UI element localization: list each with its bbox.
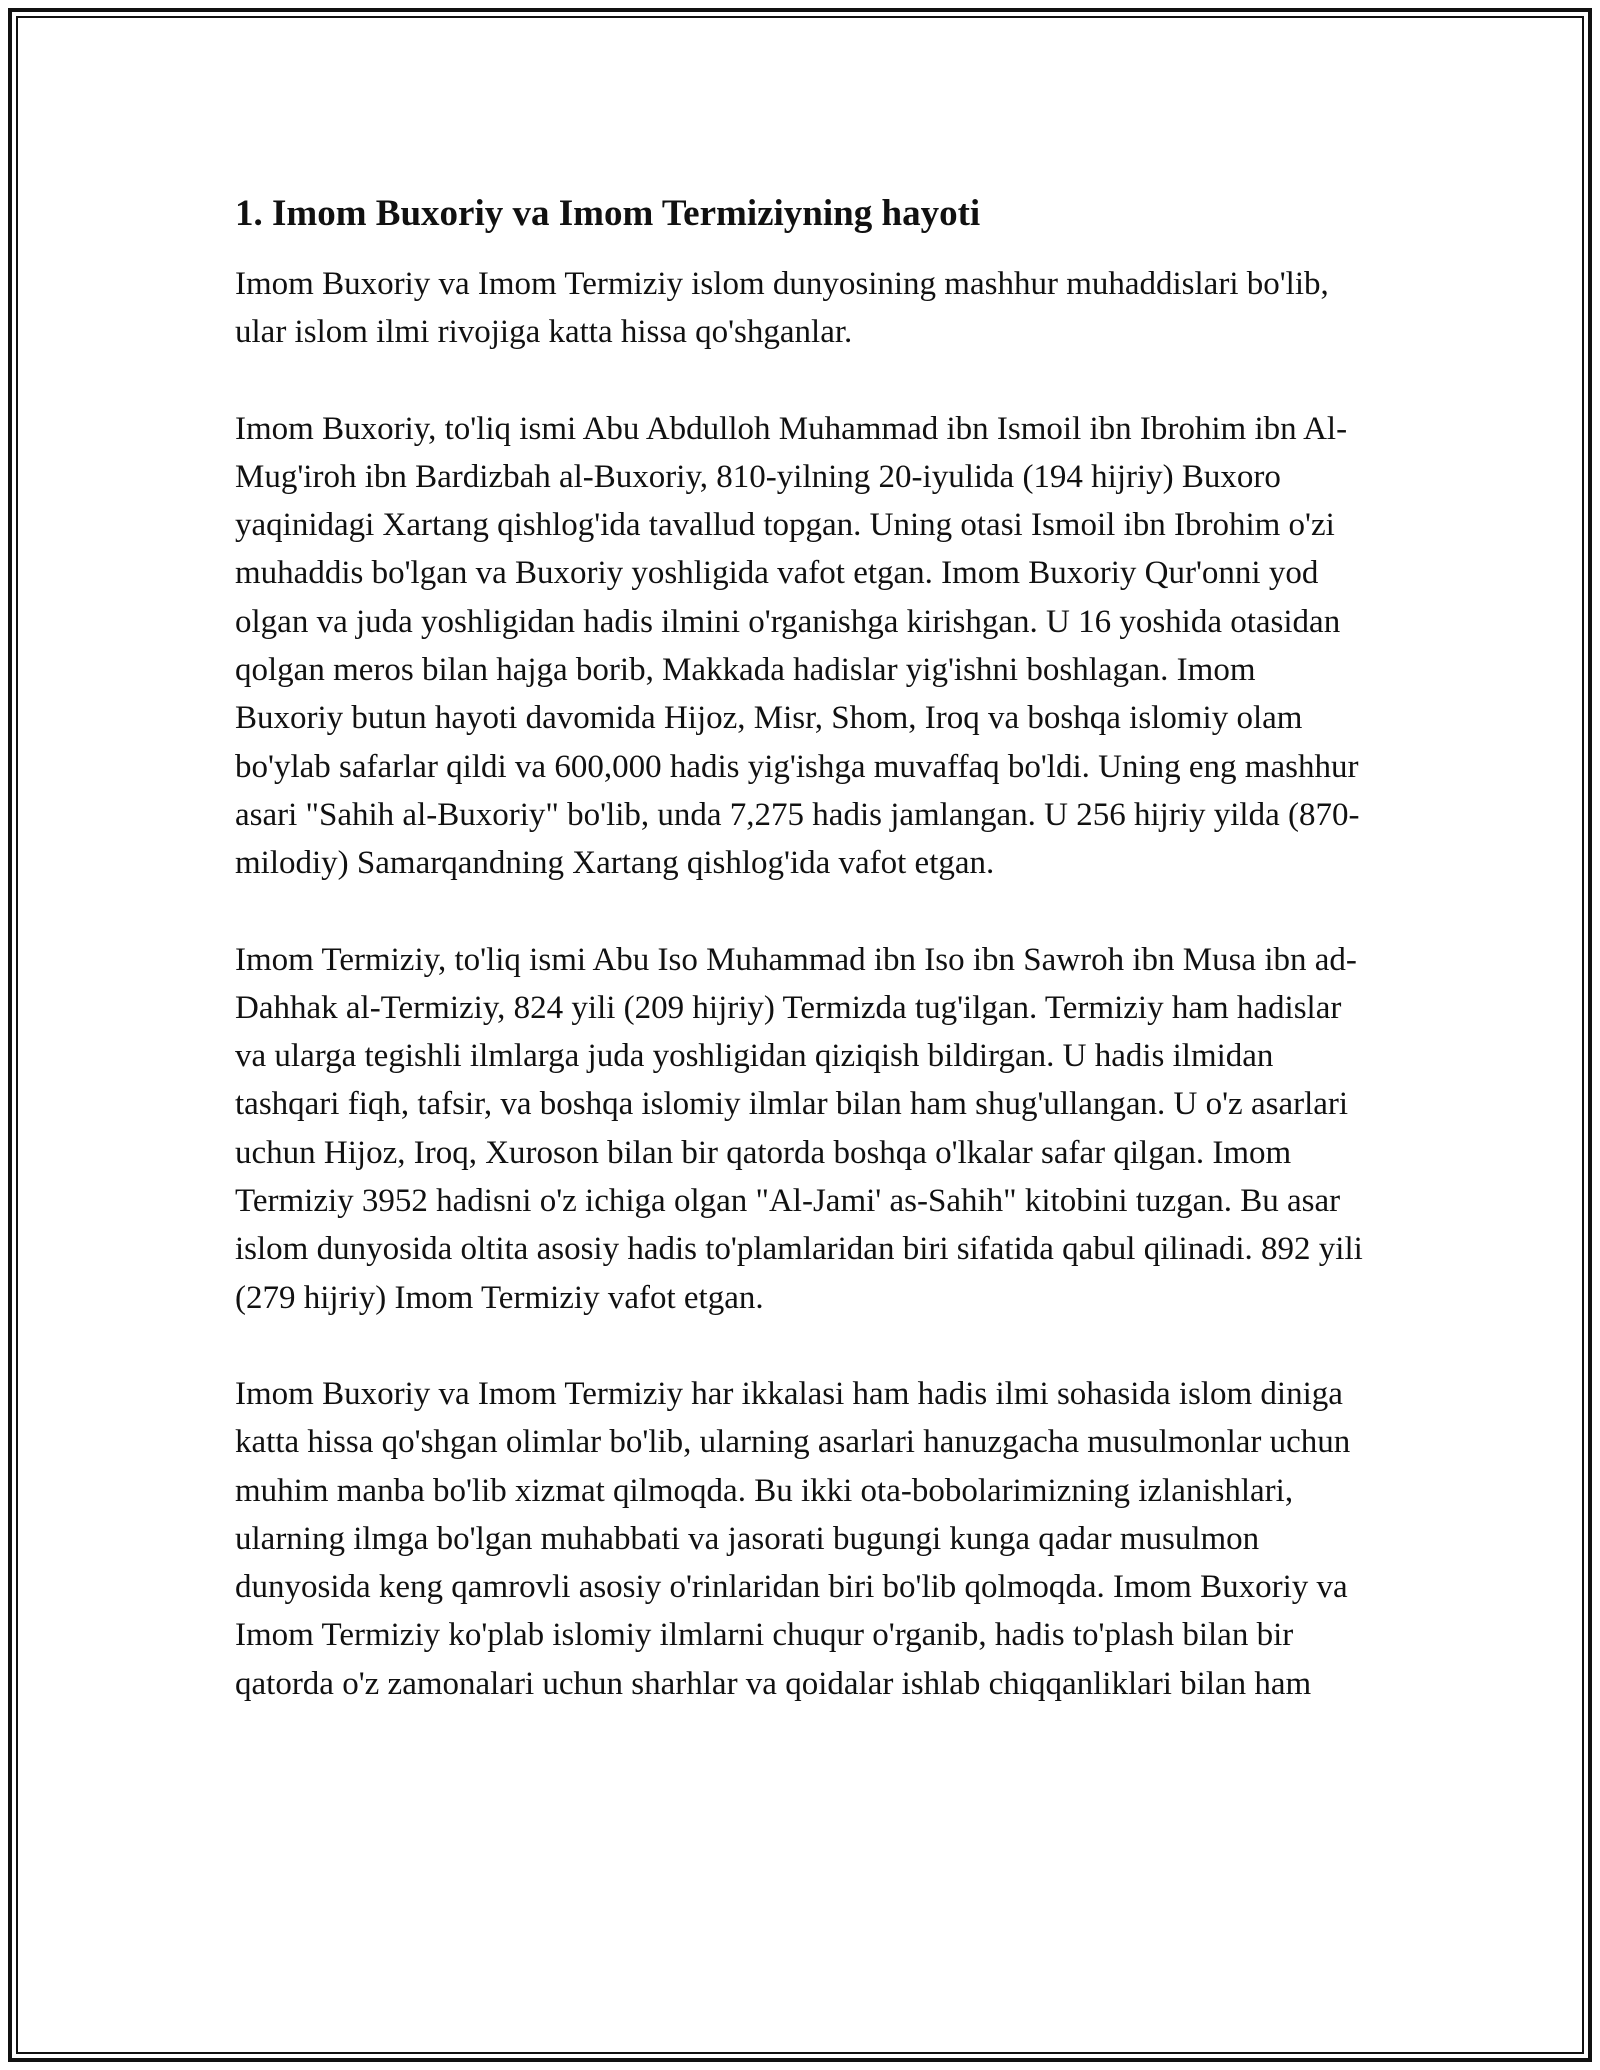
section-heading: 1. Imom Buxoriy va Imom Termiziyning hayoti (235, 193, 981, 234)
paragraph-intro: Imom Buxoriy va Imom Termiziy islom dunyosining mashhur muhaddislari bo'lib, ular islom ilmi rivojiga katta hissa qo'shganlar. (235, 266, 1329, 351)
document-body (235, 188, 1370, 1708)
paragraph-buxoriy: Imom Buxoriy, to'liq ismi Abu Abdulloh Muhammad ibn Ismoil ibn Ibrohim ibn Al-Mug'iroh ibn Bardizbah al-Buxoriy, 810-yilning 20-iyulida (194 hijriy) Buxoro yaqinidagi Xartang qishlog'ida tavallud topgan. Uning otasi Ismoil ibn Ibrohim o'zi muhaddis bo'lgan va Buxoriy yoshligida vafot etgan. Imom Buxoriy Qur'onni yod olgan va juda yoshligidan hadis ilmini o'rganishga kirishgan. U 16 yoshida otasidan qolgan meros bilan hajga borib, Makkada hadislar yig'ishni boshlagan. Imom Buxoriy butun hayoti davomida Hijoz, Misr, Shom, Iroq va boshqa islomiy olam bo'ylab safarlar qildi va 600,000 hadis yig'ishga muvaffaq bo'ldi. Uning eng mashhur asari "Sahih al-Buxoriy" bo'lib, unda 7,275 hadis jamlangan. U 256 hijriy yilda (870-milodiy) Samarqandning Xartang qishlog'ida vafot etgan. (235, 410, 1360, 882)
paragraph-conclusion: Imom Buxoriy va Imom Termiziy har ikkalasi ham hadis ilmi sohasida islom diniga katta hissa qo'shgan olimlar bo'lib, ularning asarlari hanuzgacha musulmonlar uchun muhim manba bo'lib xizmat qilmoqda. Bu ikki ota-bobolarimizning izlanishlari, ularning ilmga bo'lgan muhabbati va jasorati bugungi kunga qadar musulmon dunyosida keng qamrovli asosiy o'rinlaridan biri bo'lib qolmoqda. Imom Buxoriy va Imom Termiziy ko'plab islomiy ilmlarni chuqur o'rganib, hadis to'plash bilan bir qatorda o'z zamonalari uchun sharhlar va qoidalar ishlab chiqqanliklari bilan ham (235, 1375, 1351, 1702)
paragraph-termiziy: Imom Termiziy, to'liq ismi Abu Iso Muhammad ibn Iso ibn Sawroh ibn Musa ibn ad-Dahhak al-Termiziy, 824 yili (209 hijriy) Termizda tug'ilgan. Termiziy ham hadislar va ularga tegishli ilmlarga juda yoshligidan qiziqish bildirgan. U hadis ilmidan tashqari fiqh, tafsir, va boshqa islomiy ilmlar bilan ham shug'ullangan. U o'z asarlari uchun Hijoz, Iroq, Xuroson bilan bir qatorda boshqa o'lkalar safar qilgan. Imom Termiziy 3952 hadisni o'z ichiga olgan "Al-Jami' as-Sahih" kitobini tuzgan. Bu asar islom dunyosida oltita asosiy hadis to'plamlaridan biri sifatida qabul qilinadi. 892 yili (279 hijriy) Imom Termiziy vafot etgan. (235, 941, 1363, 1316)
